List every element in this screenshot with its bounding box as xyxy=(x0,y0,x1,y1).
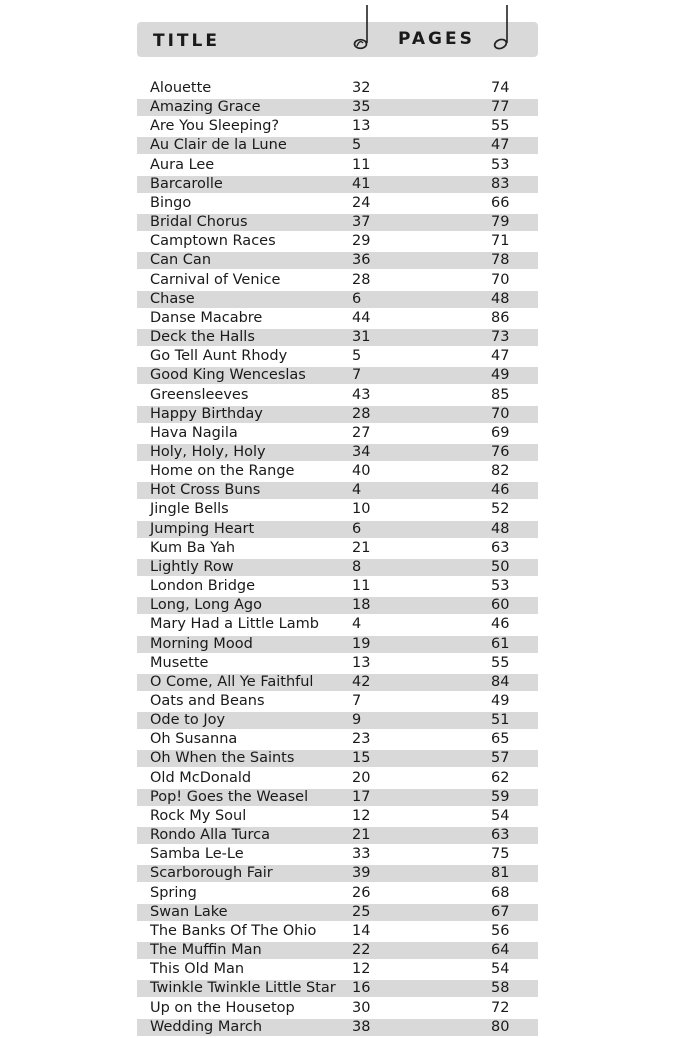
page-number-first: 19 xyxy=(352,635,371,652)
page-number-second: 52 xyxy=(491,501,510,518)
song-title: Rondo Alla Turca xyxy=(150,827,270,844)
page-number-first: 40 xyxy=(352,463,371,480)
page-number-first: 26 xyxy=(352,884,371,901)
page-number-first: 44 xyxy=(352,309,371,326)
page-number-first: 9 xyxy=(352,712,362,729)
page-number-first: 28 xyxy=(352,405,371,422)
song-title: Can Can xyxy=(150,252,212,269)
page-number-second: 62 xyxy=(491,769,510,786)
song-title: Old McDonald xyxy=(150,769,252,786)
page-number-first: 6 xyxy=(352,520,362,537)
page-number-second: 85 xyxy=(491,386,510,403)
song-title: Swan Lake xyxy=(150,903,228,920)
page-number-first: 32 xyxy=(352,80,371,96)
page-number-first: 35 xyxy=(352,99,371,116)
table-row xyxy=(137,693,538,710)
table-row xyxy=(137,636,538,653)
page-number-second: 57 xyxy=(491,750,510,767)
song-title: Spring xyxy=(150,884,197,901)
table-row xyxy=(137,559,538,576)
song-title: Rock My Soul xyxy=(150,807,247,824)
page-number-first: 25 xyxy=(352,903,371,920)
page-number-first: 39 xyxy=(352,865,371,882)
page-number-second: 51 xyxy=(491,712,510,729)
song-title: O Come, All Ye Faithful xyxy=(150,673,314,690)
song-title: Oh Susanna xyxy=(150,731,238,748)
table-row xyxy=(137,961,538,978)
page-number-first: 41 xyxy=(352,175,371,192)
song-title: Danse Macabre xyxy=(150,309,263,326)
song-title: Holy, Holy, Holy xyxy=(150,443,266,460)
song-title: Bridal Chorus xyxy=(150,214,248,231)
table-row xyxy=(137,157,538,174)
table-row xyxy=(137,99,538,116)
page-number-first: 36 xyxy=(352,252,371,269)
page-number-first: 34 xyxy=(352,443,371,460)
page-number-first: 31 xyxy=(352,329,371,346)
song-title: Musette xyxy=(150,654,209,671)
page-number-second: 46 xyxy=(491,482,510,499)
page-number-second: 70 xyxy=(491,405,510,422)
song-title: Aura Lee xyxy=(150,156,215,173)
song-title: Twinkle Twinkle Little Star xyxy=(150,980,336,997)
pages-column-header: PAGES xyxy=(398,29,475,49)
table-row xyxy=(137,540,538,557)
song-title: Oats and Beans xyxy=(150,693,265,709)
page-number-first: 20 xyxy=(352,769,371,786)
song-title: Home on the Range xyxy=(150,463,295,480)
page-number-first: 27 xyxy=(352,424,371,441)
table-row xyxy=(137,731,538,748)
table-row xyxy=(137,827,538,844)
page-number-second: 61 xyxy=(491,635,510,652)
table-row xyxy=(137,272,538,289)
song-title: Jingle Bells xyxy=(150,501,229,518)
page-number-first: 11 xyxy=(352,578,371,595)
song-title: Deck the Halls xyxy=(150,329,255,346)
table-row xyxy=(137,252,538,269)
page-number-second: 60 xyxy=(491,597,510,614)
page-number-first: 14 xyxy=(352,922,371,939)
page-number-second: 47 xyxy=(491,348,510,365)
song-title: Good King Wenceslas xyxy=(150,367,306,384)
page-number-first: 4 xyxy=(352,616,362,633)
page-number-first: 5 xyxy=(352,348,362,365)
page-number-first: 18 xyxy=(352,597,371,614)
song-title: Scarborough Fair xyxy=(150,865,273,882)
song-title: Lightly Row xyxy=(150,558,234,575)
page-number-first: 30 xyxy=(352,999,371,1016)
page-number-first: 43 xyxy=(352,386,371,403)
half-note-icon xyxy=(492,3,512,51)
page-number-second: 75 xyxy=(491,846,510,863)
page-number-first: 12 xyxy=(352,807,371,824)
page-number-first: 29 xyxy=(352,233,371,250)
page-number-second: 58 xyxy=(491,980,510,997)
page-number-second: 72 xyxy=(491,999,510,1016)
page-number-first: 12 xyxy=(352,961,371,978)
page-number-second: 80 xyxy=(491,1018,510,1035)
song-index-table xyxy=(137,22,538,1035)
page-number-second: 46 xyxy=(491,616,510,633)
song-title: Bingo xyxy=(150,194,192,211)
page-number-second: 59 xyxy=(491,788,510,805)
table-row xyxy=(137,195,538,212)
page-number-first: 23 xyxy=(352,731,371,748)
table-row xyxy=(137,367,538,384)
table-row xyxy=(137,406,538,423)
song-title: Kum Ba Yah xyxy=(150,539,236,556)
page-number-second: 81 xyxy=(491,865,510,882)
page-number-second: 63 xyxy=(491,827,510,844)
table-row xyxy=(137,885,538,902)
table-row xyxy=(137,789,538,806)
page-number-first: 13 xyxy=(352,118,371,135)
page-number-second: 50 xyxy=(491,558,510,575)
page-number-second: 79 xyxy=(491,214,510,231)
song-title: Long, Long Ago xyxy=(150,597,262,614)
table-row xyxy=(137,444,538,461)
table-row xyxy=(137,578,538,595)
table-row xyxy=(137,846,538,863)
page-number-first: 8 xyxy=(352,558,362,575)
song-title: Alouette xyxy=(150,80,212,96)
table-row xyxy=(137,904,538,921)
table-row xyxy=(137,80,538,97)
song-title: Are You Sleeping? xyxy=(150,118,280,135)
page-number-first: 28 xyxy=(352,271,371,288)
page-number-second: 49 xyxy=(491,367,510,384)
page-number-second: 74 xyxy=(491,80,510,96)
song-title: Go Tell Aunt Rhody xyxy=(150,348,288,365)
page-number-first: 42 xyxy=(352,673,371,690)
page-number-first: 22 xyxy=(352,942,371,959)
table-row xyxy=(137,712,538,729)
song-title: Amazing Grace xyxy=(150,99,261,116)
table-row xyxy=(137,770,538,787)
table-row xyxy=(137,501,538,518)
page-number-first: 10 xyxy=(352,501,371,518)
song-title: Morning Mood xyxy=(150,635,253,652)
song-title: Barcarolle xyxy=(150,175,223,192)
song-title: Jumping Heart xyxy=(150,520,255,537)
page-number-second: 48 xyxy=(491,520,510,537)
song-title: This Old Man xyxy=(150,961,245,978)
page-number-second: 69 xyxy=(491,424,510,441)
page-number-second: 53 xyxy=(491,578,510,595)
page-number-second: 55 xyxy=(491,118,510,135)
page-number-first: 4 xyxy=(352,482,362,499)
table-row xyxy=(137,329,538,346)
title-column-header: TITLE xyxy=(153,31,220,51)
table-row xyxy=(137,1000,538,1017)
song-list xyxy=(137,80,538,1038)
table-row xyxy=(137,808,538,825)
table-row xyxy=(137,980,538,997)
page-number-second: 78 xyxy=(491,252,510,269)
page-number-second: 71 xyxy=(491,233,510,250)
song-title: Hava Nagila xyxy=(150,424,238,441)
table-row xyxy=(137,597,538,614)
page-number-first: 7 xyxy=(352,693,362,709)
page-number-second: 64 xyxy=(491,942,510,959)
page-number-second: 47 xyxy=(491,137,510,154)
song-title: Carnival of Venice xyxy=(150,271,281,288)
page-number-first: 7 xyxy=(352,367,362,384)
table-row xyxy=(137,655,538,672)
page-number-first: 13 xyxy=(352,654,371,671)
song-title: Samba Le-Le xyxy=(150,846,244,863)
song-title: Up on the Housetop xyxy=(150,999,295,1016)
page-number-second: 53 xyxy=(491,156,510,173)
page-number-second: 67 xyxy=(491,903,510,920)
song-title: The Banks Of The Ohio xyxy=(150,922,317,939)
table-row xyxy=(137,616,538,633)
page-number-first: 15 xyxy=(352,750,371,767)
song-title: London Bridge xyxy=(150,578,256,595)
table-row xyxy=(137,865,538,882)
page-number-second: 70 xyxy=(491,271,510,288)
table-row xyxy=(137,214,538,231)
table-row xyxy=(137,942,538,959)
song-title: Chase xyxy=(150,290,195,307)
table-row xyxy=(137,387,538,404)
table-row xyxy=(137,521,538,538)
song-title: Mary Had a Little Lamb xyxy=(150,616,319,633)
table-row xyxy=(137,118,538,135)
page-number-second: 82 xyxy=(491,463,510,480)
table-row xyxy=(137,1019,538,1036)
page-number-second: 73 xyxy=(491,329,510,346)
page-number-first: 6 xyxy=(352,290,362,307)
table-row xyxy=(137,482,538,499)
table-row xyxy=(137,425,538,442)
song-title: Wedding March xyxy=(150,1018,263,1035)
song-title: The Muffin Man xyxy=(150,942,262,959)
table-row xyxy=(137,137,538,154)
page-number-second: 49 xyxy=(491,693,510,709)
page-number-second: 63 xyxy=(491,539,510,556)
page-number-first: 37 xyxy=(352,214,371,231)
page-number-second: 55 xyxy=(491,654,510,671)
page-number-first: 21 xyxy=(352,539,371,556)
page-number-second: 84 xyxy=(491,673,510,690)
page-number-first: 17 xyxy=(352,788,371,805)
page-number-first: 16 xyxy=(352,980,371,997)
table-row xyxy=(137,310,538,327)
page-number-second: 83 xyxy=(491,175,510,192)
page-number-second: 54 xyxy=(491,961,510,978)
song-title: Oh When the Saints xyxy=(150,750,295,767)
page-number-second: 65 xyxy=(491,731,510,748)
page-number-second: 86 xyxy=(491,309,510,326)
song-title: Happy Birthday xyxy=(150,405,263,422)
table-row xyxy=(137,348,538,365)
table-row xyxy=(137,463,538,480)
whole-note-icon xyxy=(352,3,372,51)
table-row xyxy=(137,291,538,308)
song-title: Greensleeves xyxy=(150,386,249,403)
table-header xyxy=(137,22,538,57)
song-title: Pop! Goes the Weasel xyxy=(150,788,309,805)
page-number-second: 76 xyxy=(491,443,510,460)
song-title: Hot Cross Buns xyxy=(150,482,261,499)
page-number-first: 11 xyxy=(352,156,371,173)
song-title: Au Clair de la Lune xyxy=(150,137,287,154)
page-number-second: 48 xyxy=(491,290,510,307)
page-number-second: 56 xyxy=(491,922,510,939)
page-number-second: 77 xyxy=(491,99,510,116)
table-row xyxy=(137,923,538,940)
song-title: Camptown Races xyxy=(150,233,276,250)
page-number-first: 24 xyxy=(352,194,371,211)
table-row xyxy=(137,233,538,250)
song-title: Ode to Joy xyxy=(150,712,226,729)
page-number-second: 66 xyxy=(491,194,510,211)
page-number-first: 38 xyxy=(352,1018,371,1035)
page-number-first: 33 xyxy=(352,846,371,863)
table-row xyxy=(137,176,538,193)
page-number-first: 5 xyxy=(352,137,362,154)
table-row xyxy=(137,674,538,691)
table-row xyxy=(137,750,538,767)
page-number-first: 21 xyxy=(352,827,371,844)
page-number-second: 68 xyxy=(491,884,510,901)
page-number-second: 54 xyxy=(491,807,510,824)
